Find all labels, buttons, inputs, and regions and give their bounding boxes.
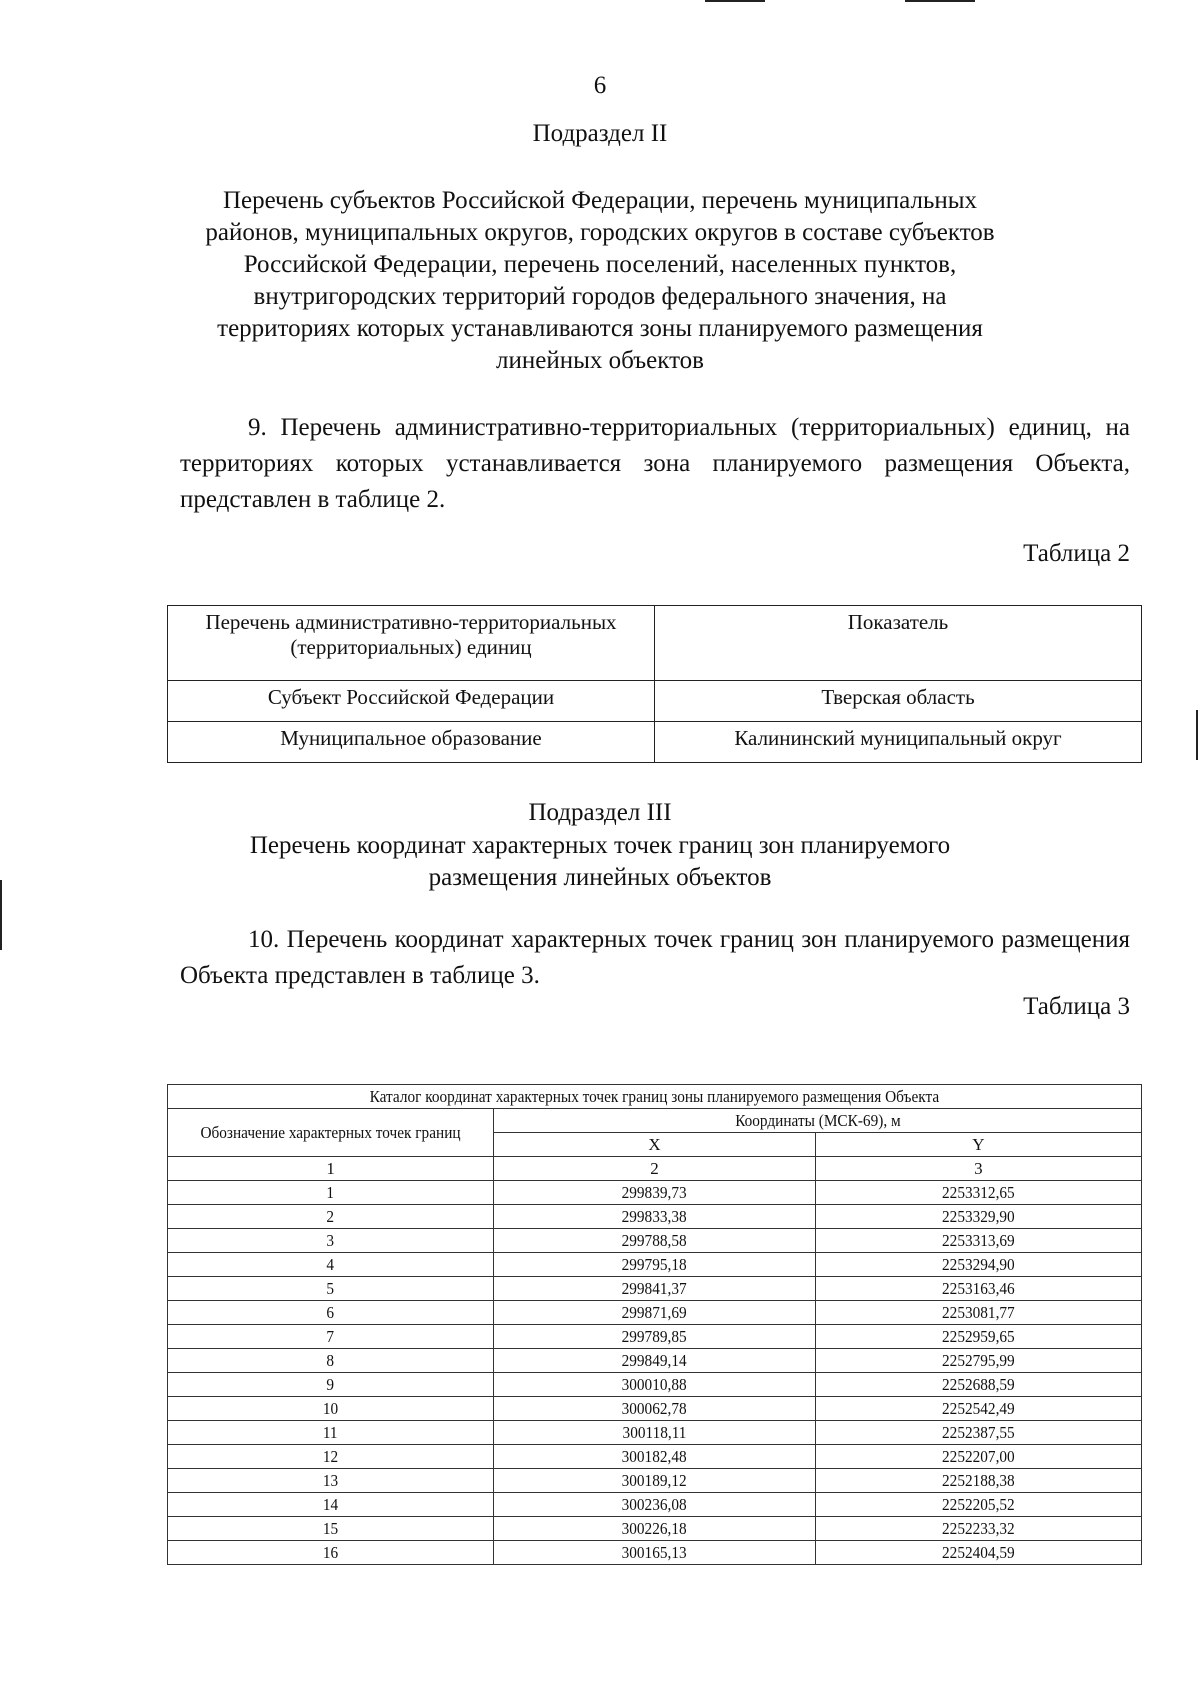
- heading-line: районов, муниципальных округов, городских округов в составе субъектов: [205, 219, 995, 246]
- subsection-2-title: Подраздел II: [532, 120, 668, 147]
- table-2-caption: Таблица 2: [1023, 540, 1130, 567]
- x-coordinate: 299841,37: [494, 1277, 815, 1301]
- table-row: [168, 1541, 1142, 1565]
- table-3-caption: Таблица 3: [1023, 993, 1130, 1020]
- heading-line: Перечень субъектов Российской Федерации, перечень муниципальных: [222, 187, 978, 214]
- table-3-col-number: 2: [494, 1157, 815, 1181]
- table-2-header: Показатель: [655, 606, 1142, 681]
- table-row: [168, 1205, 1142, 1229]
- table-row: [168, 1373, 1142, 1397]
- point-number: 9: [168, 1373, 494, 1397]
- x-coordinate: 299839,73: [494, 1181, 815, 1205]
- y-coordinate: 2253163,46: [815, 1277, 1141, 1301]
- table-2-cell: Муниципальное образование: [168, 722, 655, 763]
- x-coordinate: 299788,58: [494, 1229, 815, 1253]
- table-3-y-header: Y: [815, 1133, 1141, 1157]
- table-3-title: Каталог координат характерных точек границ зоны планируемого размещения Объекта: [168, 1085, 1142, 1109]
- x-coordinate: 299849,14: [494, 1349, 815, 1373]
- y-coordinate: 2253329,90: [815, 1205, 1141, 1229]
- table-2-cell: Калининский муниципальный округ: [655, 722, 1142, 763]
- x-coordinate: 299789,85: [494, 1325, 815, 1349]
- table-3-col-number: 1: [168, 1157, 494, 1181]
- point-number: 4: [168, 1253, 494, 1277]
- y-coordinate: 2252233,32: [815, 1517, 1141, 1541]
- table-row: [168, 1517, 1142, 1541]
- point-number: 7: [168, 1325, 494, 1349]
- point-number: 16: [168, 1541, 494, 1565]
- point-number: 10: [168, 1397, 494, 1421]
- table-row: [168, 1253, 1142, 1277]
- y-coordinate: 2252207,00: [815, 1445, 1141, 1469]
- point-number: 3: [168, 1229, 494, 1253]
- x-coordinate: 299795,18: [494, 1253, 815, 1277]
- x-coordinate: 299833,38: [494, 1205, 815, 1229]
- table-row: [168, 1349, 1142, 1373]
- y-coordinate: 2252959,65: [815, 1325, 1141, 1349]
- y-coordinate: 2252795,99: [815, 1349, 1141, 1373]
- point-number: 12: [168, 1445, 494, 1469]
- point-number: 1: [168, 1181, 494, 1205]
- table-2-cell: Тверская область: [655, 681, 1142, 722]
- point-number: 14: [168, 1493, 494, 1517]
- heading-line: Перечень координат характерных точек границ зон планируемого: [249, 832, 951, 859]
- heading-line: размещения линейных объектов: [428, 864, 772, 891]
- point-number: 2: [168, 1205, 494, 1229]
- point-number: 15: [168, 1517, 494, 1541]
- table-row: [168, 1301, 1142, 1325]
- point-number: 11: [168, 1421, 494, 1445]
- heading-line: внутригородских территорий городов федерального значения, на: [253, 283, 947, 310]
- page-number: 6: [593, 72, 607, 99]
- y-coordinate: 2253313,69: [815, 1229, 1141, 1253]
- table-row: [168, 1229, 1142, 1253]
- x-coordinate: 300165,13: [494, 1541, 815, 1565]
- subsection-3-title: Подраздел III: [528, 799, 672, 826]
- heading-line: линейных объектов: [496, 347, 704, 374]
- subsection-3-heading: [0, 830, 1200, 894]
- scan-edge-mark: [905, 0, 975, 2]
- point-number: 5: [168, 1277, 494, 1301]
- table-row: [168, 1469, 1142, 1493]
- subsection-2-heading: [0, 185, 1200, 377]
- point-number: 13: [168, 1469, 494, 1493]
- x-coordinate: 300189,12: [494, 1469, 815, 1493]
- x-coordinate: 300226,18: [494, 1517, 815, 1541]
- point-number: 8: [168, 1349, 494, 1373]
- table-row: [168, 1493, 1142, 1517]
- y-coordinate: 2253081,77: [815, 1301, 1141, 1325]
- x-coordinate: 300118,11: [494, 1421, 815, 1445]
- heading-line: Российской Федерации, перечень поселений, населенных пунктов,: [243, 251, 957, 278]
- table-2: [167, 605, 1142, 763]
- table-3-col-number: 3: [815, 1157, 1141, 1181]
- y-coordinate: 2252188,38: [815, 1469, 1141, 1493]
- y-coordinate: 2253294,90: [815, 1253, 1141, 1277]
- point-number: 6: [168, 1301, 494, 1325]
- table-row: [168, 1325, 1142, 1349]
- table-row: [168, 1421, 1142, 1445]
- y-coordinate: 2253312,65: [815, 1181, 1141, 1205]
- scan-edge-mark: [1196, 710, 1198, 760]
- x-coordinate: 300236,08: [494, 1493, 815, 1517]
- table-3-x-header: X: [494, 1133, 815, 1157]
- y-coordinate: 2252688,59: [815, 1373, 1141, 1397]
- paragraph-9: 9. Перечень административно-территориальных (территориальных) единиц, на территориях которых устанавливается зона планируемого размещения Объекта, представлен в таблице 2.: [180, 414, 1130, 513]
- y-coordinate: 2252205,52: [815, 1493, 1141, 1517]
- x-coordinate: 300010,88: [494, 1373, 815, 1397]
- paragraph-10: 10. Перечень координат характерных точек границ зон планируемого размещения Объекта представлен в таблице 3.: [180, 926, 1130, 989]
- table-row: [168, 1181, 1142, 1205]
- table-row: [168, 1397, 1142, 1421]
- y-coordinate: 2252404,59: [815, 1541, 1141, 1565]
- y-coordinate: 2252387,55: [815, 1421, 1141, 1445]
- table-3-col1-header: Обозначение характерных точек границ: [168, 1109, 494, 1157]
- table-row: [168, 1445, 1142, 1469]
- y-coordinate: 2252542,49: [815, 1397, 1141, 1421]
- table-2-cell: Субъект Российской Федерации: [168, 681, 655, 722]
- table-3: [167, 1084, 1142, 1565]
- scan-edge-mark: [705, 0, 765, 2]
- x-coordinate: 299871,69: [494, 1301, 815, 1325]
- table-3-coords-header: Координаты (МСК-69), м: [494, 1109, 1142, 1133]
- x-coordinate: 300182,48: [494, 1445, 815, 1469]
- x-coordinate: 300062,78: [494, 1397, 815, 1421]
- table-row: [168, 1277, 1142, 1301]
- table-2-header: Перечень административно-территориальных (территориальных) единиц: [168, 606, 655, 681]
- heading-line: территориях которых устанавливаются зоны планируемого размещения: [217, 315, 983, 342]
